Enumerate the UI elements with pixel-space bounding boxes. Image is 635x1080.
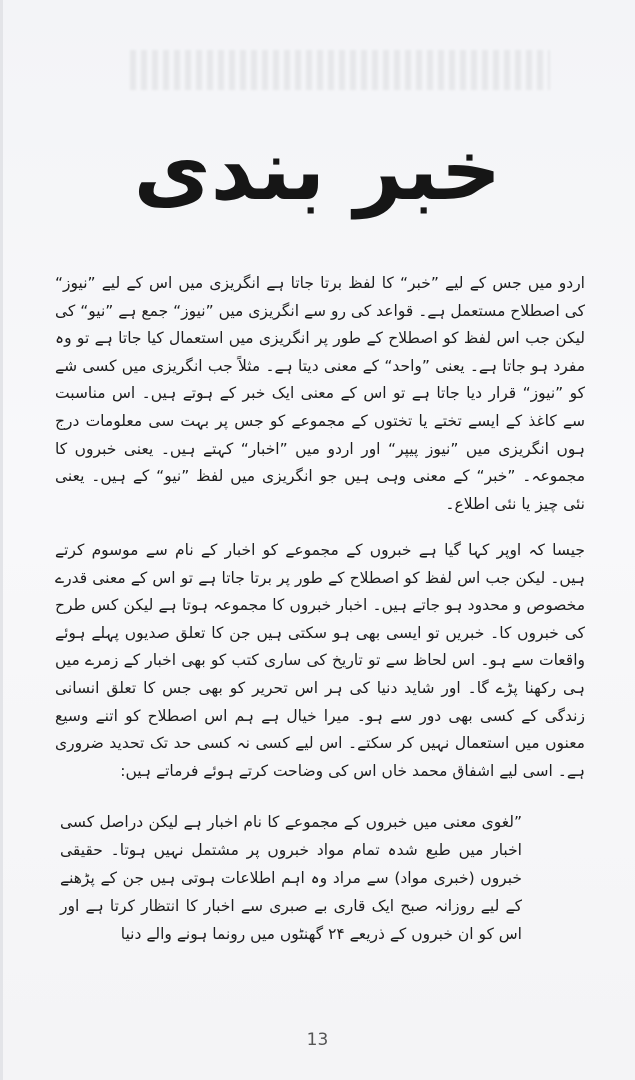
paragraph-2: جیسا کہ اوپر کہا گیا ہے خبروں کے مجموعے کو اخبار کے نام سے موسوم کرتے ہیں۔ لیکن جب اس لفظ کو اصطلاح کے طور پر برتا جاتا ہے تو اس کے معنی قدرے مخصوص و محدود ہو جاتے ہیں۔ اخبار خبروں کا مجموعہ ہوتا ہے لیکن کس طرح کی خبروں کا۔ خبریں تو ایسی بھی ہو سکتی ہیں جن کا تعلق صدیوں پہلے ہوئے واقعات سے ہو۔ اس لحاظ سے تو تاریخ کی ساری کتب کو بھی اخبار کے زمرے میں ہی رکھنا پڑے گا۔ اور شاید دنیا کی ہر اس تحریر کو بھی جس کا تعلق انسانی زندگی کے کسی بھی دور سے ہو۔ میرا خیال ہے ہم اس اصطلاح کو اتنے وسیع معنوں میں استعمال نہیں کر سکتے۔ اس لیے کسی نہ کسی حد تک تحدید ضروری ہے۔ اسی لیے اشفاق محمد خاں اس کی وضاحت کرتے ہوئے فرماتے ہیں:: [55, 541, 585, 780]
page-number: 13: [306, 1030, 329, 1050]
page-title: خبر بندی: [133, 121, 502, 219]
paragraph-1: اردو میں جس کے لیے ”خبر“ کا لفظ برتا جاتا ہے انگریزی میں اس کے لیے ”نیوز“ کی اصطلاح مستعمل ہے۔ قواعد کی رو سے انگریزی میں ”نیوز“ جمع ہے ”نیو“ کی لیکن جب اس لفظ کو اصطلاح کے طور پر انگریزی میں استعمال کیا جاتا ہے تو وہ مفرد ہو جاتا ہے۔ یعنی ”واحد“ کے معنی دیتا ہے۔ مثلاً جب انگریزی میں کسی شے کو ”نیوز“ قرار دیا جاتا ہے تو اس کے معنی ایک خبر کے ہوتے ہیں۔ اس مناسبت سے کاغذ کے ایسے تختے یا تختوں کے مجموعے کو جس پر بہت سی معلومات درج ہوں انگریزی میں ”نیوز پیپر“ اور اردو میں ”اخبار“ کہتے ہیں۔ یعنی خبروں کا مجموعہ۔ ”خبر“ کے معنی وہی ہیں جو انگریزی میں لفظ ”نیو“ کے ہیں۔ یعنی نئی چیز یا نئی اطلاع۔: [55, 274, 585, 513]
ink-bleed-through: [130, 50, 550, 90]
block-quote: ”لغوی معنی میں خبروں کے مجموعے کا نام اخبار ہے لیکن دراصل کسی اخبار میں طبع شدہ تمام مواد خبروں پر مشتمل نہیں ہوتا۔ حقیقی خبروں (خبری مواد) سے مراد وہ اہم اطلاعات ہوتی ہیں جن کے پڑھنے کے لیے روزانہ صبح ایک قاری بے صبری سے اخبار کا انتظار کرتا ہے اور اس کو ان خبروں کے ذریعے ۲۴ گھنٹوں میں رونما ہونے والے دنیا: [60, 813, 522, 943]
